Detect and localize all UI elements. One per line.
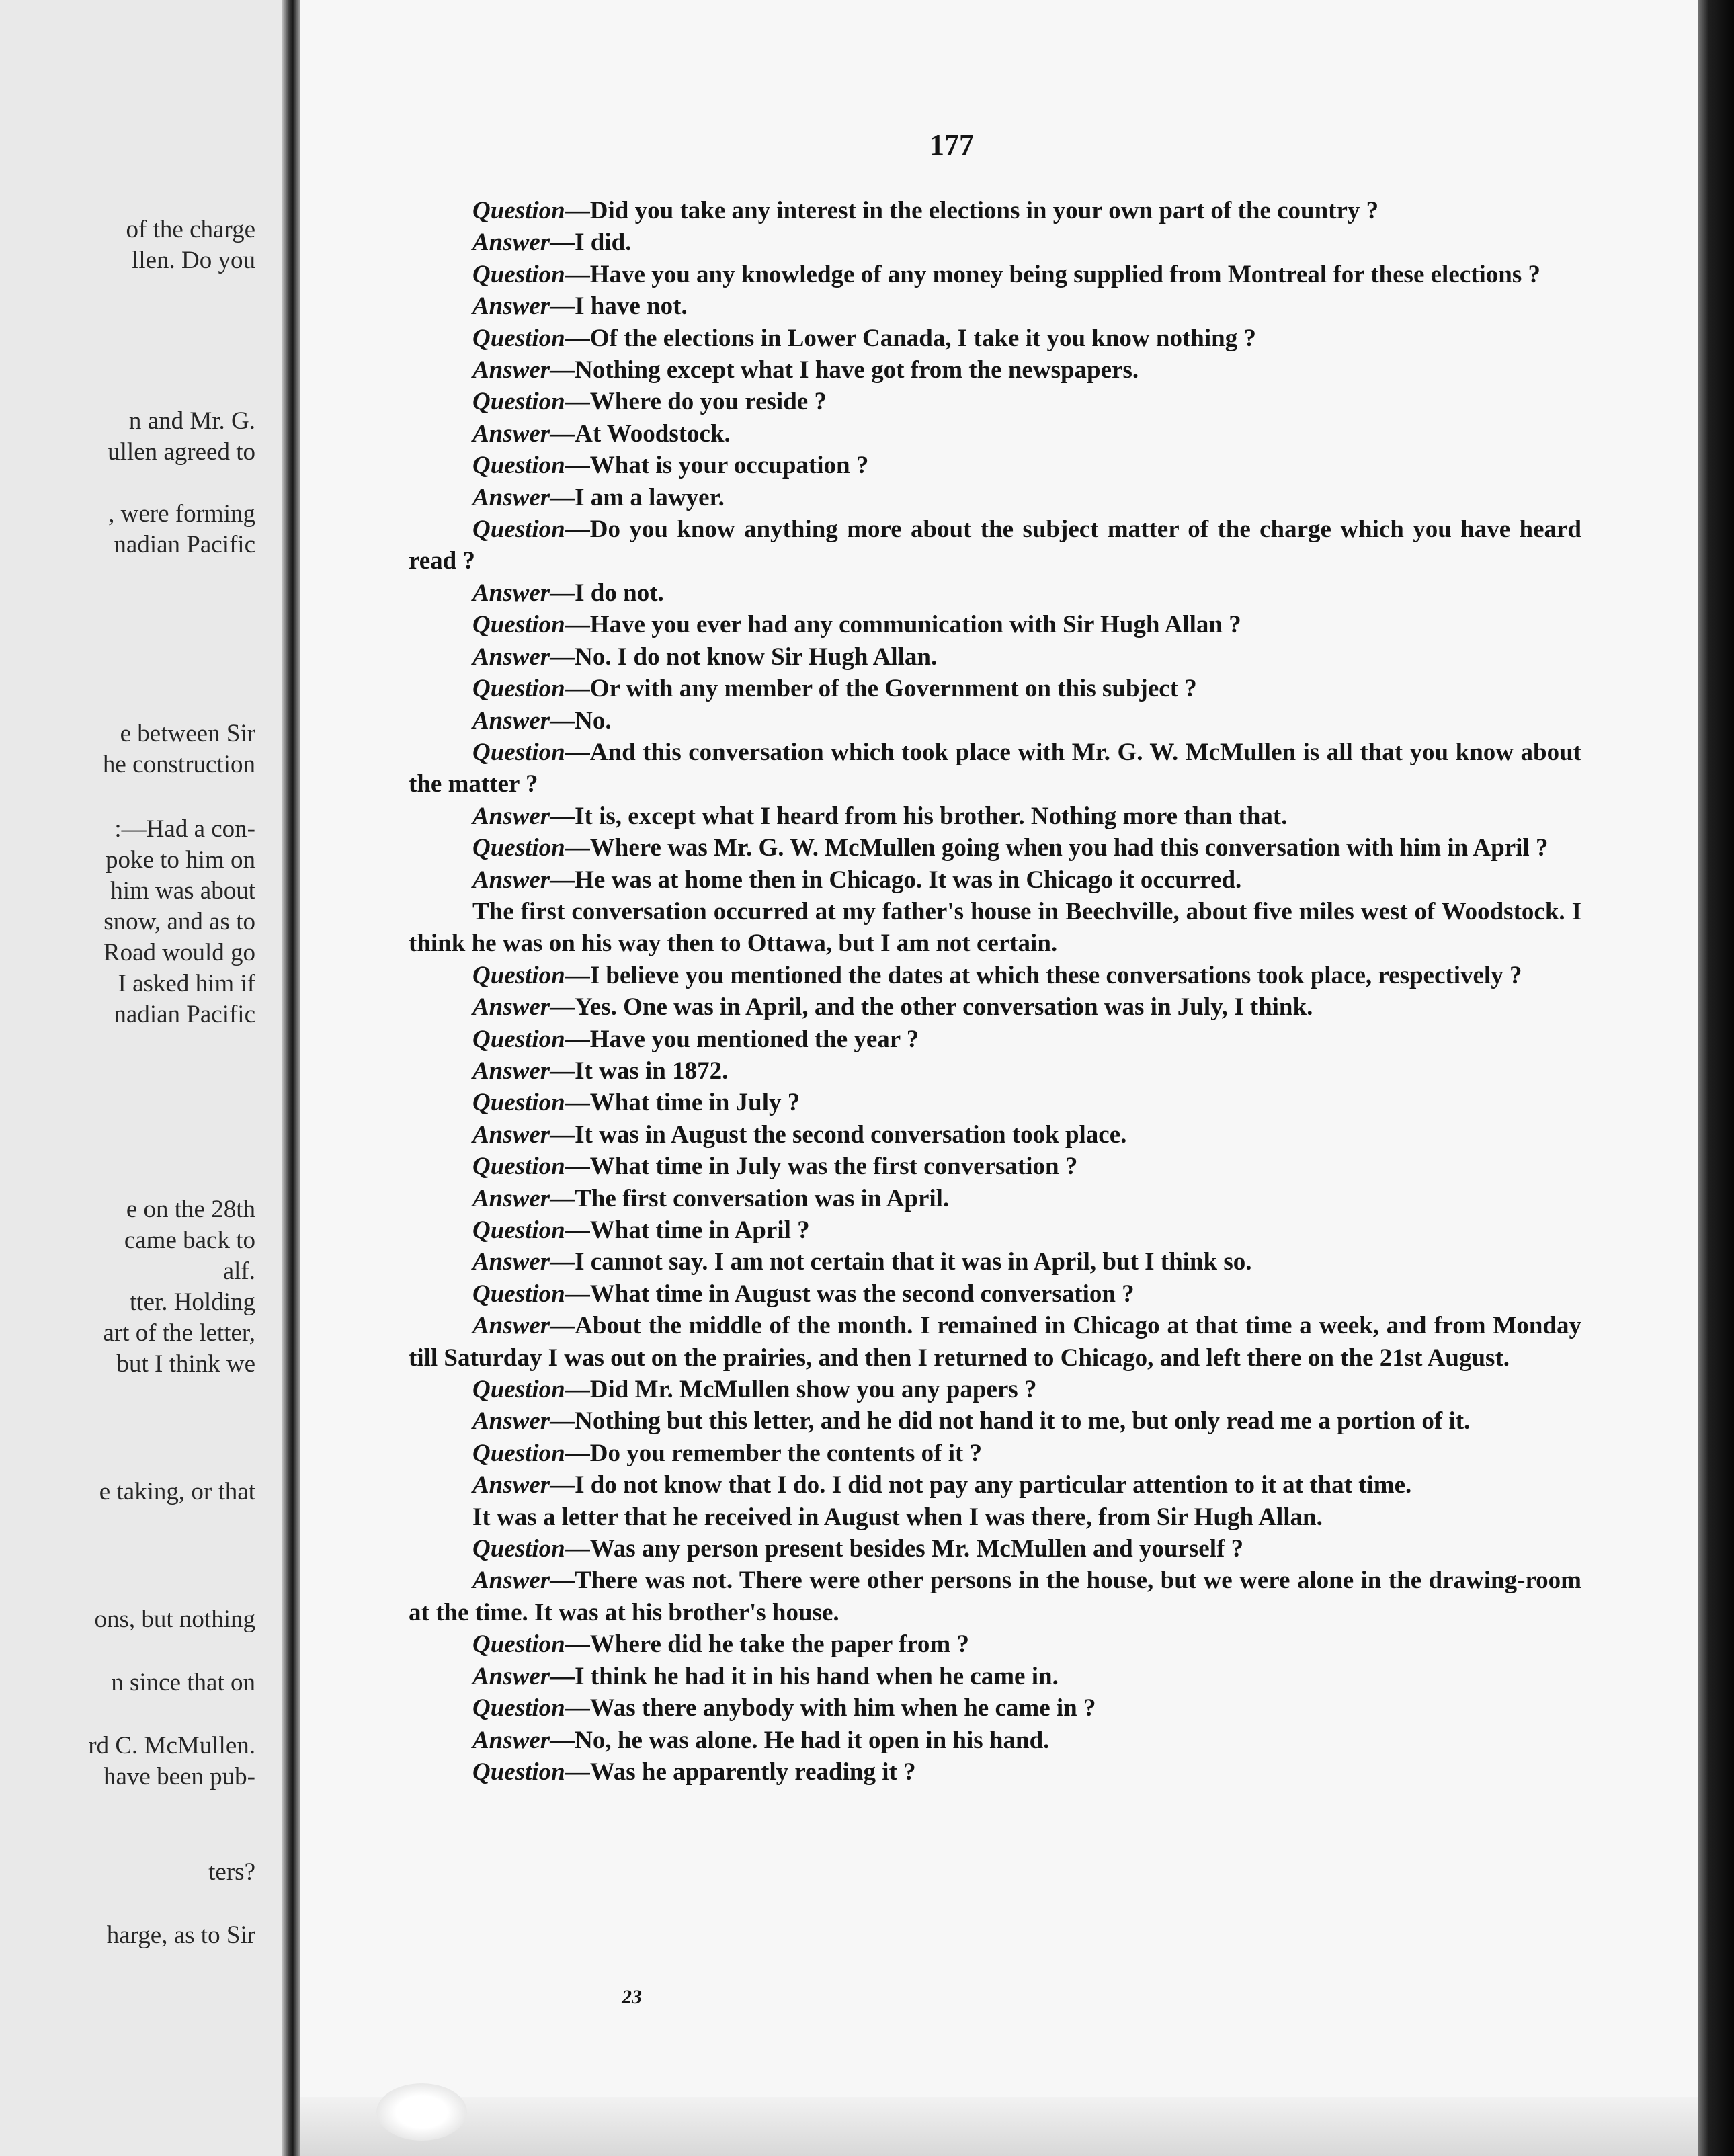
testimony-paragraph [409, 737, 1581, 800]
speaker-label: Answer [472, 1120, 550, 1149]
paragraph-text: —Where do you reside ? [565, 388, 827, 416]
testimony-paragraph [409, 354, 1581, 386]
speaker-label: Answer [472, 579, 550, 607]
speaker-label: Answer [472, 483, 550, 511]
testimony-paragraph [409, 864, 1581, 896]
paragraph-text: —Where did he take the paper from ? [565, 1630, 969, 1659]
speaker-label: Answer [472, 1407, 550, 1436]
facing-page-fragment: rd C. McMullen. [88, 1732, 255, 1759]
speaker-label: Answer [472, 292, 550, 321]
testimony-paragraph [409, 386, 1581, 417]
paragraph-text: —The first conversation was in April. [550, 1184, 950, 1212]
testimony-paragraph [409, 226, 1581, 258]
paragraph-text: —I have not. [550, 292, 688, 321]
speaker-label: Question [472, 1376, 565, 1404]
testimony-paragraph [409, 991, 1581, 1023]
testimony-paragraph [409, 1055, 1581, 1087]
facing-page-fragment: e between Sir [120, 720, 255, 747]
testimony-paragraph [409, 673, 1581, 704]
speaker-label: Question [472, 1439, 565, 1467]
book-gutter [282, 0, 300, 2156]
speaker-label: Answer [472, 1248, 550, 1276]
paragraph-text: —What time in July ? [565, 1089, 800, 1117]
paragraph-text: —It is, except what I heard from his brother. Nothing more than that. [550, 802, 1288, 830]
testimony-paragraph [409, 1661, 1581, 1692]
testimony-paragraph [409, 1756, 1581, 1788]
speaker-label: Question [472, 1153, 565, 1181]
facing-page-fragment: alf. [222, 1257, 255, 1285]
page-bottom-shadow [300, 2097, 1698, 2156]
paragraph-text: —Do you remember the contents of it ? [565, 1439, 983, 1467]
paragraph-text: —What is your occupation ? [565, 452, 869, 480]
facing-page-fragment: tter. Holding [129, 1288, 255, 1316]
paragraph-text: —Or with any member of the Government on this subject ? [565, 675, 1197, 703]
paragraph-text: —Where was Mr. G. W. McMullen going when you had this conversation with him in April ? [565, 834, 1549, 862]
testimony-paragraph [409, 1246, 1581, 1278]
paragraph-text: —Nothing but this letter, and he did not hand it to me, but only read me a portion of it. [550, 1407, 1471, 1436]
facing-page-fragment: n and Mr. G. [128, 407, 255, 435]
paragraph-text: —I am a lawyer. [550, 483, 725, 511]
paragraph-text: —What time in July was the first conversation ? [565, 1153, 1078, 1181]
testimony-paragraph [409, 482, 1581, 513]
paragraph-text: —No. I do not know Sir Hugh Allan. [550, 642, 938, 671]
facing-page-fragment: of the charge [126, 216, 255, 243]
speaker-label: Answer [472, 706, 550, 735]
testimony-paragraph [409, 705, 1581, 737]
speaker-label: Question [472, 388, 565, 416]
testimony-paragraph [409, 800, 1581, 832]
facing-page-fragment: poke to him on [105, 846, 255, 874]
speaker-label: Question [472, 197, 565, 224]
testimony-paragraph [409, 896, 1581, 960]
speaker-label: Question [472, 1025, 565, 1053]
facing-page-fragment: harge, as to Sir [106, 1921, 255, 1949]
paper-smudge [376, 2083, 467, 2141]
speaker-label: Answer [472, 1184, 550, 1212]
speaker-label: Answer [472, 866, 550, 894]
paragraph-text: —Was there anybody with him when he came in ? [565, 1694, 1096, 1723]
speaker-label: Question [472, 515, 565, 544]
testimony-paragraph [409, 323, 1581, 354]
facing-page-fragment: but I think we [116, 1350, 255, 1378]
speaker-label: Question [472, 260, 565, 288]
testimony-paragraph [409, 1438, 1581, 1469]
speaker-label: Answer [472, 1056, 550, 1085]
speaker-label: Answer [472, 802, 550, 830]
paragraph-text: —Have you any knowledge of any money being supplied from Montreal for these elections ? [565, 260, 1540, 288]
testimony-paragraph [409, 259, 1581, 290]
facing-page-fragment: snow, and as to [104, 908, 255, 936]
speaker-label: Answer [472, 993, 550, 1022]
speaker-label: Answer [472, 1726, 550, 1754]
paragraph-text: —At Woodstock. [550, 419, 731, 448]
testimony-paragraph [409, 1405, 1581, 1437]
paragraph-text: —No. [550, 706, 612, 735]
paragraph-text: —Have you mentioned the year ? [565, 1025, 919, 1053]
testimony-paragraph [409, 960, 1581, 991]
facing-page-fragment: , were forming [108, 500, 255, 528]
facing-page-fragment: nadian Pacific [114, 1001, 255, 1028]
paragraph-text: —Of the elections in Lower Canada, I take it you know nothing ? [565, 324, 1256, 352]
printer-signature-mark: 23 [622, 1986, 642, 2008]
facing-page-fragment: :—Had a con- [114, 815, 255, 843]
speaker-label: Question [472, 1216, 565, 1244]
testimony-paragraph [409, 1533, 1581, 1565]
testimony-paragraph [409, 1087, 1581, 1118]
paragraph-text: —About the middle of the month. I remained in Chicago at that time a week, and from Monday till Saturday I was out on the prairies, and then I returned to Chicago, and left there on the 21st August. [409, 1312, 1581, 1372]
paragraph-text: —Do you know anything more about the subject matter of the charge which you have heard read ? [409, 515, 1581, 575]
facing-page-fragment: nadian Pacific [114, 531, 255, 558]
speaker-label: Question [472, 1089, 565, 1117]
facing-page-fragment: llen. Do you [132, 247, 255, 274]
speaker-label: Answer [472, 642, 550, 671]
paragraph-text: —Have you ever had any communication with Sir Hugh Allan ? [565, 611, 1241, 639]
testimony-paragraph [409, 1214, 1581, 1246]
testimony-paragraph [409, 418, 1581, 450]
paragraph-text: —It was in August the second conversation took place. [550, 1120, 1127, 1149]
paragraph-text: —Was any person present besides Mr. McMullen and yourself ? [565, 1535, 1244, 1563]
paragraph-text: —Nothing except what I have got from the newspapers. [550, 356, 1139, 384]
facing-page-fragment: have been pub- [103, 1763, 255, 1790]
testimony-paragraph [409, 1119, 1581, 1151]
paragraph-text: —And this conversation which took place with Mr. G. W. McMullen is all that you know about the matter ? [409, 738, 1581, 798]
page-number: 177 [930, 128, 974, 161]
paragraph-text: —I do not. [550, 579, 664, 607]
testimony-paragraph [409, 1151, 1581, 1182]
speaker-label: Question [472, 611, 565, 639]
facing-page-fragment: came back to [124, 1227, 255, 1254]
paragraph-text: —I did. [550, 229, 632, 257]
paragraph-text: —What time in April ? [565, 1216, 810, 1244]
facing-page-fragment: he construction [102, 751, 255, 778]
facing-page-fragment: e on the 28th [126, 1196, 255, 1223]
testimony-paragraph [409, 1183, 1581, 1214]
speaker-label: Question [472, 675, 565, 703]
testimony-paragraph [409, 1725, 1581, 1756]
testimony-paragraph [409, 1469, 1581, 1501]
testimony-paragraph [409, 641, 1581, 673]
testimony-paragraph [409, 450, 1581, 481]
testimony-paragraph [409, 1278, 1581, 1310]
speaker-label: Question [472, 738, 565, 766]
testimony-paragraph [409, 195, 1581, 226]
facing-page-fragment: ters? [208, 1858, 255, 1886]
facing-page-fragment: him was about [110, 877, 255, 905]
testimony-paragraph [409, 513, 1581, 577]
testimony-paragraph [409, 1501, 1581, 1533]
speaker-label: Question [472, 1757, 565, 1786]
paragraph-text: —I think he had it in his hand when he came in. [550, 1662, 1059, 1690]
paragraph-text: —I cannot say. I am not certain that it was in April, but I think so. [550, 1248, 1252, 1276]
speaker-label: Question [472, 452, 565, 480]
speaker-label: Answer [472, 1471, 550, 1499]
facing-page [0, 0, 282, 2156]
paragraph-text: —I do not know that I do. I did not pay any particular attention to it at that time. [550, 1471, 1412, 1499]
paragraph-text: —He was at home then in Chicago. It was in Chicago it occurred. [550, 866, 1242, 894]
testimony-paragraph [409, 1024, 1581, 1055]
testimony-paragraph [409, 1374, 1581, 1405]
speaker-label: Answer [472, 1312, 550, 1340]
paragraph-text: —What time in August was the second conversation ? [565, 1280, 1134, 1308]
paragraph-text: —Did you take any interest in the elections in your own part of the country ? [565, 197, 1379, 224]
speaker-label: Question [472, 1630, 565, 1659]
testimony-body [409, 195, 1581, 1788]
testimony-paragraph [409, 577, 1581, 609]
speaker-label: Question [472, 1535, 565, 1563]
paragraph-text: —It was in 1872. [550, 1056, 729, 1085]
facing-page-fragment: Road would go [103, 939, 255, 966]
paragraph-text: —Yes. One was in April, and the other conversation was in July, I think. [550, 993, 1313, 1022]
facing-page-fragment: I asked him if [118, 970, 255, 997]
speaker-label: Answer [472, 356, 550, 384]
testimony-paragraph [409, 832, 1581, 864]
paragraph-text: —No, he was alone. He had it open in his hand. [550, 1726, 1050, 1754]
speaker-label: Question [472, 324, 565, 352]
testimony-paragraph [409, 609, 1581, 640]
speaker-label: Question [472, 834, 565, 862]
testimony-paragraph [409, 1565, 1581, 1628]
speaker-label: Answer [472, 1662, 550, 1690]
paragraph-text: It was a letter that he received in August when I was there, from Sir Hugh Allan. [472, 1503, 1323, 1531]
page-right-edge [1698, 0, 1734, 2156]
speaker-label: Question [472, 1280, 565, 1308]
facing-page-fragment: ullen agreed to [108, 438, 255, 466]
testimony-paragraph [409, 1628, 1581, 1660]
paragraph-text: —Did Mr. McMullen show you any papers ? [565, 1376, 1037, 1404]
facing-page-fragment: e taking, or that [99, 1478, 255, 1505]
paragraph-text: The first conversation occurred at my father's house in Beechville, about five miles west of Woodstock. I think he was on his way then to Ottawa, but I am not certain. [409, 897, 1581, 958]
testimony-paragraph [409, 1310, 1581, 1374]
facing-page-fragment: art of the letter, [103, 1319, 255, 1347]
paragraph-text: —There was not. There were other persons in the house, but we were alone in the drawing-room at the time. It was at his brother's house. [409, 1567, 1581, 1626]
speaker-label: Answer [472, 229, 550, 257]
facing-page-fragment: n since that on [111, 1669, 255, 1696]
speaker-label: Answer [472, 1567, 550, 1595]
speaker-label: Answer [472, 419, 550, 448]
testimony-paragraph [409, 1692, 1581, 1724]
paragraph-text: —Was he apparently reading it ? [565, 1757, 916, 1786]
testimony-paragraph [409, 290, 1581, 322]
paragraph-text: —I believe you mentioned the dates at which these conversations took place, respectively ? [565, 961, 1522, 989]
facing-page-fragment: ons, but nothing [94, 1606, 255, 1633]
speaker-label: Question [472, 961, 565, 989]
speaker-label: Question [472, 1694, 565, 1723]
